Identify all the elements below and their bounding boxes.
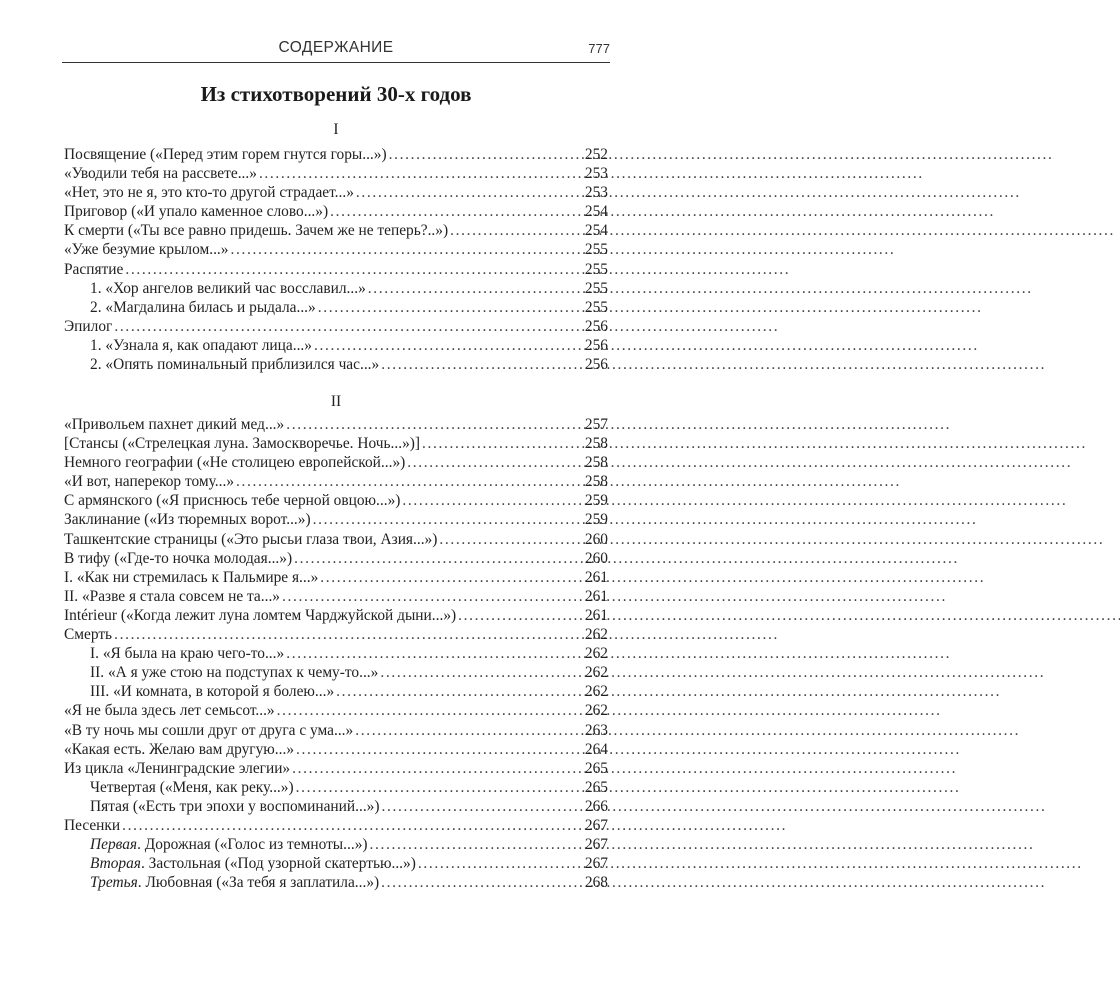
toc-dot-leader [353, 721, 584, 740]
toc-entry-text: Песенки [64, 816, 121, 834]
toc-entry-text: . Любовная («За тебя я заплатила...») [137, 874, 380, 892]
toc-dot-leader [448, 221, 584, 240]
toc-entry-text: «Уже безумие крылом...» [64, 241, 229, 259]
toc-entry-page: 265 [584, 759, 608, 777]
toc-entry [64, 682, 608, 701]
toc-entry-text: «Я не была здесь лет семьсот...» [64, 702, 275, 720]
toc-entry-text: Приговор («И упало каменное слово...») [64, 203, 329, 221]
toc-entry-text: Из цикла «Ленинградские элегии» [64, 759, 291, 777]
toc-dot-leader [312, 336, 584, 355]
toc-entry-title [90, 644, 284, 663]
page-number: 777 [588, 41, 610, 56]
toc-dot-leader [368, 835, 584, 854]
toc-entry [64, 873, 608, 892]
toc-entry-title [64, 606, 456, 625]
toc-dot-leader [379, 873, 584, 892]
toc-dot-leader [405, 453, 584, 472]
toc-entry [64, 510, 608, 529]
toc-entry-page: 255 [584, 241, 608, 259]
toc-entry-label: Третья [90, 874, 138, 892]
toc-entry-text: «И вот, наперекор тому...» [64, 473, 235, 491]
toc-entry [64, 260, 608, 279]
toc-entry [64, 434, 608, 453]
toc-entry-title [64, 510, 311, 529]
toc-entry [64, 279, 608, 298]
toc-dot-leader [120, 816, 584, 835]
toc-entry-text: 1. «Узнала я, как опадают лица...» [90, 336, 312, 354]
toc-entry-text: I. «Как ни стремилась к Пальмире я...» [64, 568, 319, 586]
toc-entry-title [64, 587, 280, 606]
toc-dot-leader [257, 164, 584, 183]
toc-entry-text: Четвертая («Меня, как реку...») [90, 778, 294, 796]
toc-entry-page: 258 [584, 454, 608, 472]
toc-dot-leader [228, 240, 583, 259]
toc-entry-title [64, 530, 437, 549]
toc-entry-page: 266 [584, 797, 608, 815]
toc-entry-text: Эпилог [64, 317, 113, 335]
toc-entry-title [90, 854, 416, 873]
toc-entry-page: 254 [584, 203, 608, 221]
toc-entry-label: Первая [90, 836, 138, 854]
toc-entry [64, 854, 608, 873]
toc-entry-page: 255 [584, 298, 608, 316]
toc-entry-page: 267 [584, 836, 608, 854]
toc-entry-page: 257 [584, 416, 608, 433]
toc-entry [64, 606, 608, 625]
toc-entry [64, 587, 608, 606]
toc-entry-text: «Какая есть. Желаю вам другую...» [64, 740, 295, 758]
toc-entry [64, 491, 608, 510]
toc-entry [64, 816, 608, 835]
toc-entry [64, 721, 608, 740]
toc-entry-page: 255 [584, 260, 608, 278]
toc-entry-page: 267 [584, 816, 608, 834]
toc-dot-leader [328, 202, 584, 221]
toc-entry-title [64, 221, 448, 240]
toc-dot-leader [294, 740, 584, 759]
toc-entry [64, 549, 608, 568]
toc-entry-page: 256 [584, 356, 608, 374]
toc-entry-title [90, 835, 368, 854]
toc-entry-page: 262 [584, 664, 608, 682]
toc-entry-text: «Нет, это не я, это кто-то другой страдает...» [64, 184, 354, 202]
toc-entry-text: II. «А я уже стою на подступах к чему-то...» [90, 664, 379, 682]
toc-dot-leader [318, 568, 584, 587]
toc-entry-title [64, 740, 294, 759]
toc-entry [64, 453, 608, 472]
toc-dot-leader [379, 355, 584, 374]
toc-entry-page: 255 [584, 279, 608, 297]
toc-entry-page: 264 [584, 740, 608, 758]
toc-entry-title [64, 415, 284, 434]
toc-entry-title [64, 164, 257, 183]
toc-entry [64, 778, 608, 797]
toc-entry-text: Немного географии («Не столицею европейской...») [64, 454, 406, 472]
toc-dot-leader [366, 279, 584, 298]
toc-entry-page: 261 [584, 606, 608, 624]
toc-entry-title [64, 260, 123, 279]
toc-entry-title [64, 453, 405, 472]
toc-entry-text: 2. «Магдалина билась и рыдала...» [90, 298, 316, 316]
toc-entry [64, 625, 608, 644]
toc-entry-page: 256 [584, 336, 608, 354]
toc-entry [64, 644, 608, 663]
toc-entry-title [64, 145, 387, 164]
toc-entry-page: 262 [584, 683, 608, 701]
toc-dot-leader [416, 854, 584, 873]
part-heading-1: I [333, 121, 339, 138]
toc-dot-leader [380, 797, 584, 816]
toc-entry [64, 568, 608, 587]
toc-dot-leader [334, 682, 584, 701]
toc-dot-leader [290, 759, 584, 778]
toc-entry-text: 2. «Опять поминальный приблизился час...» [90, 356, 380, 374]
toc-entry-page: 267 [584, 855, 608, 873]
toc-entry-text: Intérieur («Когда лежит луна ломтем Чарджуйской дыни...») [64, 606, 457, 624]
toc-entry-title [90, 873, 379, 892]
toc-entry [64, 336, 608, 355]
toc-entry-title [64, 816, 120, 835]
toc-entry [64, 317, 608, 336]
toc-dot-leader [280, 587, 584, 606]
toc-entry-title [64, 491, 400, 510]
part-heading-2: II [330, 393, 342, 410]
toc-entry-title [64, 434, 420, 453]
toc-entry-text: В тифу («Где-то ночка молодая...») [64, 549, 293, 567]
toc-entry-label: Вторая [90, 855, 141, 873]
toc-entry-page: 258 [584, 435, 608, 453]
toc-dot-leader [234, 472, 584, 491]
toc-entry-page: 259 [584, 492, 608, 510]
toc-entry [64, 164, 608, 183]
toc-entry-title [90, 682, 334, 701]
toc-entry-text: II. «Разве я стала совсем не та...» [64, 587, 281, 605]
toc-entry-text: «Привольем пахнет дикий мед...» [64, 416, 285, 433]
toc-entry-page: 260 [584, 549, 608, 567]
toc-entry [64, 183, 608, 202]
toc-entry-text: . Дорожная («Голос из темноты...») [137, 836, 368, 854]
toc-entry-title [90, 279, 366, 298]
toc-entry-title [64, 568, 318, 587]
toc-entry [64, 145, 608, 164]
toc-entry-text: «В ту ночь мы сошли друг от друга с ума...» [64, 721, 354, 739]
toc-dot-leader [387, 145, 584, 164]
toc-entry-text: Смерть [64, 626, 113, 644]
toc-entry-text: Ташкентские страницы («Это рысьи глаза твои, Азия...») [64, 530, 438, 548]
toc-entry [64, 415, 608, 434]
toc-dot-leader [112, 317, 584, 336]
toc-entry-page: 262 [584, 702, 608, 720]
toc-list-part-2 [64, 415, 608, 892]
toc-dot-leader [316, 298, 584, 317]
toc-entry [64, 759, 608, 778]
toc-dot-leader [275, 701, 584, 720]
toc-entry-text: III. «И комната, в которой я болею...» [90, 683, 335, 701]
toc-dot-leader [284, 415, 584, 434]
running-head [62, 38, 610, 63]
toc-entry-page: 258 [584, 473, 608, 491]
toc-entry-page: 252 [584, 146, 608, 163]
toc-dot-leader [311, 510, 584, 529]
toc-entry-text: «Уводили тебя на рассвете...» [64, 165, 257, 183]
toc-entry-title [64, 317, 112, 336]
toc-dot-leader [112, 625, 584, 644]
toc-dot-leader [400, 491, 583, 510]
toc-entry-page: 265 [584, 778, 608, 796]
toc-entry-page: 253 [584, 184, 608, 202]
toc-dot-leader [456, 606, 584, 625]
toc-entry-text: С армянского («Я приснюсь тебе черной овцою...») [64, 492, 401, 510]
toc-entry-page: 260 [584, 530, 608, 548]
toc-entry-page: 261 [584, 587, 608, 605]
toc-entry-page: 268 [584, 874, 608, 892]
toc-entry-text: К смерти («Ты все равно придешь. Зачем же не теперь?..») [64, 222, 449, 240]
toc-entry [64, 472, 608, 491]
toc-entry [64, 221, 608, 240]
toc-entry [64, 797, 608, 816]
toc-entry [64, 355, 608, 374]
toc-entry-title [64, 701, 275, 720]
section-title: Из стихотворений 30-х годов [200, 82, 472, 106]
toc-dot-leader [292, 549, 584, 568]
toc-entry-text: Заклинание («Из тюремных ворот...») [64, 511, 311, 529]
toc-entry-text: [Стансы («Стрелецкая луна. Замоскворечье. Ночь...»)] [64, 435, 421, 453]
toc-entry [64, 663, 608, 682]
toc-entry-title [64, 183, 354, 202]
toc-entry-page: 263 [584, 721, 608, 739]
toc-dot-leader [123, 260, 584, 279]
toc-dot-leader [284, 644, 584, 663]
toc-list-part-1 [64, 145, 608, 374]
toc-entry-title [64, 202, 328, 221]
toc-entry-title [64, 625, 112, 644]
toc-entry [64, 701, 608, 720]
toc-entry-title [64, 472, 234, 491]
toc-entry-page: 261 [584, 568, 608, 586]
toc-entry-title [64, 759, 290, 778]
toc-entry [64, 835, 608, 854]
toc-entry [64, 202, 608, 221]
toc-entry-page: 254 [584, 222, 608, 240]
toc-entry [64, 298, 608, 317]
toc-entry-text: Посвящение («Перед этим горем гнутся горы...») [64, 146, 387, 163]
toc-entry-title [64, 721, 353, 740]
toc-entry-text: Распятие [64, 260, 124, 278]
toc-entry-text: . Застольная («Под узорной скатертью...») [140, 855, 416, 873]
toc-entry-title [90, 336, 312, 355]
toc-entry-title [90, 778, 294, 797]
toc-entry [64, 530, 608, 549]
toc-entry-text: I. «Я была на краю чего-то...» [90, 645, 285, 663]
toc-entry [64, 740, 608, 759]
toc-entry-title [90, 298, 316, 317]
toc-entry-page: 259 [584, 511, 608, 529]
toc-entry-title [90, 797, 380, 816]
toc-entry-page: 256 [584, 317, 608, 335]
toc-entry-title [90, 663, 378, 682]
toc-entry-text: Пятая («Есть три эпохи у воспоминаний...») [90, 797, 380, 815]
toc-dot-leader [420, 434, 584, 453]
toc-entry-text: 1. «Хор ангелов великий час восславил...» [90, 279, 366, 297]
toc-dot-leader [294, 778, 584, 797]
toc-entry-title [64, 549, 292, 568]
toc-dot-leader [378, 663, 584, 682]
toc-dot-leader [437, 530, 584, 549]
toc-entry-page: 262 [584, 626, 608, 644]
toc-entry-page: 253 [584, 165, 608, 183]
toc-entry-title [64, 240, 228, 259]
toc-entry-title [90, 355, 379, 374]
running-title: СОДЕРЖАНИЕ [278, 39, 394, 56]
toc-dot-leader [354, 183, 584, 202]
toc-entry-page: 262 [584, 645, 608, 663]
toc-entry [64, 240, 608, 259]
